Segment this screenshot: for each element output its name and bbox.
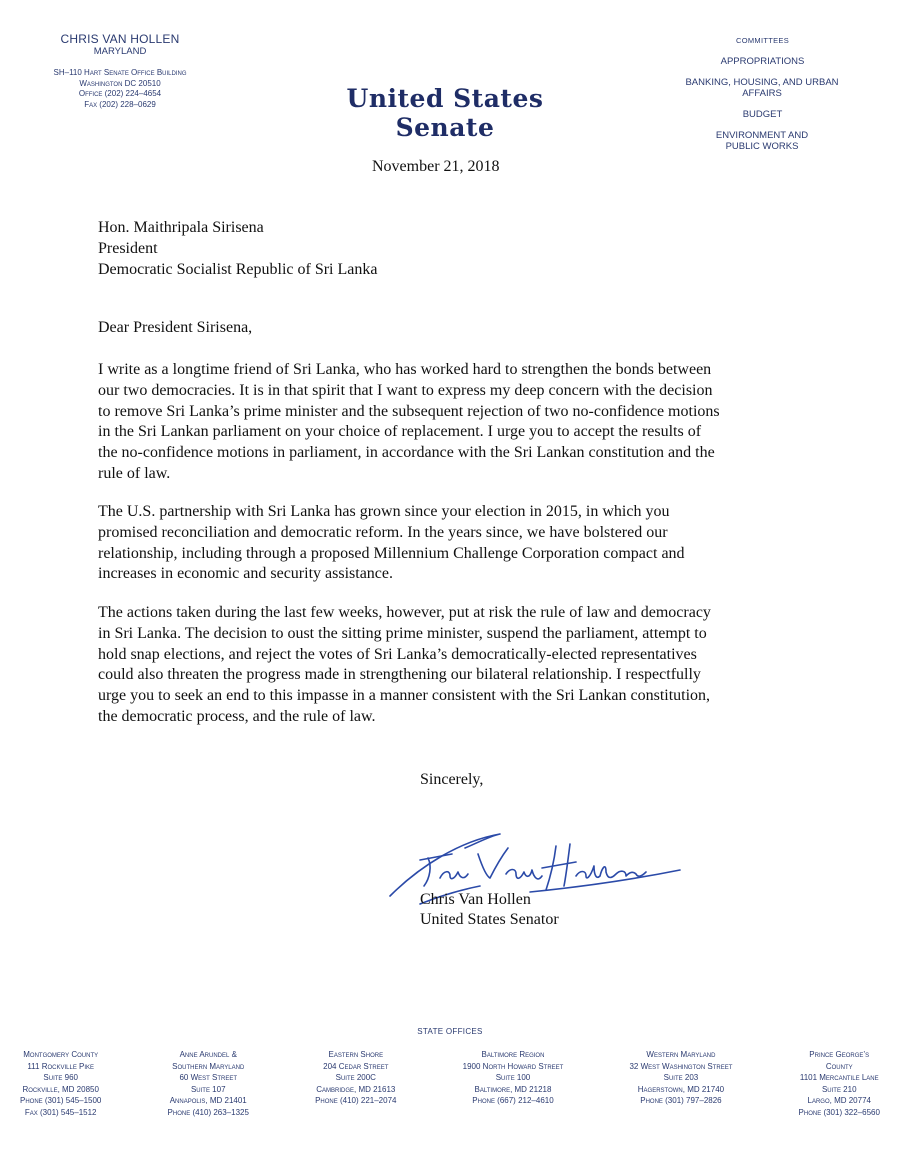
- paragraph-line: our two democracies. It is in that spirit that I want to express my deep concern with the decision: [98, 381, 713, 399]
- office-anne-arundel: [168, 1049, 249, 1118]
- paragraph-line: hold snap elections, and reject the votes of Sri Lanka’s democratically-elected representatives: [98, 645, 697, 663]
- office-line: 1101 Mercantile Lane: [799, 1073, 879, 1082]
- paragraph-line: increases in economic and security assistance.: [98, 565, 393, 583]
- address-line: SH–110 Hart Senate Office Building: [53, 68, 187, 77]
- office-line: Hagerstown, MD 21740: [637, 1084, 725, 1094]
- office-line: Cambridge, MD 21613: [316, 1084, 396, 1094]
- office-line: Phone (667) 212–4610: [472, 1096, 554, 1105]
- office-line: County: [825, 1061, 853, 1071]
- state-offices-label: STATE OFFICES: [417, 1027, 483, 1036]
- office-western-maryland: [629, 1049, 732, 1118]
- letterhead-left: [20, 32, 220, 110]
- office-line: Suite 100: [495, 1073, 531, 1082]
- office-line: 32 West Washington Street: [629, 1061, 733, 1071]
- office-line: Rockville, MD 20850: [22, 1084, 99, 1094]
- committees-title: COMMITTEES: [736, 36, 789, 45]
- letterhead-committees: [660, 36, 865, 162]
- office-line: Montgomery County: [23, 1050, 99, 1059]
- office-line: Suite 210: [821, 1084, 857, 1094]
- office-line: Phone (301) 322–6560: [798, 1107, 880, 1117]
- senator-name: CHRIS VAN HOLLEN: [60, 32, 180, 46]
- office-line: Phone (410) 221–2074: [315, 1096, 397, 1105]
- office-line: Phone (410) 263–1325: [167, 1107, 249, 1117]
- address-line: Washington DC 20510: [79, 78, 161, 88]
- paragraph-line: I write as a longtime friend of Sri Lanka, who has worked hard to strengthen the bonds between: [98, 361, 712, 378]
- paragraph-1: [98, 360, 798, 485]
- paragraph-line: to remove Sri Lanka’s prime minister and the subsequent rejection of two no-confidence motions: [98, 402, 720, 420]
- paragraph-line: promised reconciliation and democratic reform. In the years since, we have bolstered our: [98, 523, 668, 541]
- dc-office-address: [20, 68, 220, 110]
- letter-date: November 21, 2018: [372, 158, 500, 175]
- office-line: 204 Cedar Street: [323, 1061, 389, 1071]
- paragraph-line: The U.S. partnership with Sri Lanka has grown since your election in 2015, in which you: [98, 503, 670, 520]
- committee-item: ENVIRONMENT AND PUBLIC WORKS: [715, 130, 809, 152]
- paragraph-line: could also threaten the progress made in strengthening our bilateral relationship. I respectfully: [98, 666, 701, 684]
- address-line: Office (202) 224–4654: [78, 89, 162, 98]
- recipient-line: Hon. Maithripala Sirisena: [98, 219, 264, 236]
- closing: Sincerely,: [420, 771, 484, 788]
- signer-name: Chris Van Hollen: [420, 891, 531, 908]
- office-line: Southern Maryland: [172, 1061, 245, 1071]
- office-line: Baltimore Region: [481, 1050, 545, 1059]
- office-line: Anne Arundel &: [179, 1050, 237, 1059]
- recipient-block: [98, 218, 798, 280]
- office-line: 111 Rockville Pike: [27, 1061, 95, 1071]
- office-line: Fax (301) 545–1512: [24, 1107, 97, 1117]
- office-line: Baltimore, MD 21218: [474, 1084, 552, 1094]
- paragraph-line: the democratic process, and the rule of law.: [98, 707, 376, 725]
- committee-item: APPROPRIATIONS: [720, 56, 805, 67]
- office-line: Suite 203: [663, 1073, 699, 1082]
- committee-item: BANKING, HOUSING, AND URBAN AFFAIRS: [685, 77, 839, 99]
- office-line: 60 West Street: [179, 1073, 238, 1082]
- office-line: Suite 960: [43, 1073, 78, 1082]
- office-line: Western Maryland: [646, 1050, 716, 1059]
- office-line: Phone (301) 797–2826: [640, 1096, 722, 1105]
- office-line: Prince George’s: [809, 1050, 870, 1059]
- salutation: Dear President Sirisena,: [98, 319, 253, 336]
- paragraph-line: rule of law.: [98, 464, 171, 482]
- senator-state: MARYLAND: [93, 46, 147, 57]
- state-offices: [20, 1049, 880, 1118]
- signer-block: [420, 890, 559, 930]
- office-line: Suite 107: [190, 1084, 226, 1094]
- office-line: Annapolis, MD 21401: [169, 1096, 247, 1105]
- recipient-line: President: [98, 239, 158, 257]
- paragraph-2: [98, 502, 798, 585]
- paragraph-line: the no-confidence motions in parliament, in accordance with the Sri Lankan constitution and the: [98, 444, 715, 462]
- office-baltimore: [463, 1049, 564, 1118]
- institution-title: United States Senate: [346, 84, 544, 142]
- paragraph-3: [98, 603, 798, 728]
- paragraph-line: urge you to seek an end to this impasse in a manner consistent with the Sri Lankan constitution,: [98, 687, 711, 705]
- office-line: Largo, MD 20774: [807, 1096, 871, 1105]
- paragraph-line: relationship, including through a proposed Millennium Challenge Corporation compact and: [98, 544, 685, 562]
- signer-title: United States Senator: [420, 911, 559, 928]
- committee-item: BUDGET: [742, 109, 783, 120]
- office-eastern-shore: [315, 1049, 396, 1118]
- office-line: Eastern Shore: [328, 1050, 384, 1059]
- office-line: Phone (301) 545–1500: [20, 1096, 102, 1105]
- office-line: 1900 North Howard Street: [462, 1061, 564, 1071]
- paragraph-line: in the Sri Lankan parliament on your choice of replacement. I urge you to accept the results of: [98, 423, 702, 441]
- recipient-line: Democratic Socialist Republic of Sri Lanka: [98, 260, 378, 278]
- paragraph-line: in Sri Lanka. The decision to oust the sitting prime minister, suspend the parliament, attempt to: [98, 624, 707, 642]
- paragraph-line: The actions taken during the last few weeks, however, put at risk the rule of law and democracy: [98, 604, 711, 621]
- office-prince-georges: [799, 1049, 880, 1118]
- office-line: Suite 200C: [335, 1073, 376, 1082]
- address-line: Fax (202) 228–0629: [84, 99, 156, 109]
- office-montgomery: [20, 1049, 101, 1118]
